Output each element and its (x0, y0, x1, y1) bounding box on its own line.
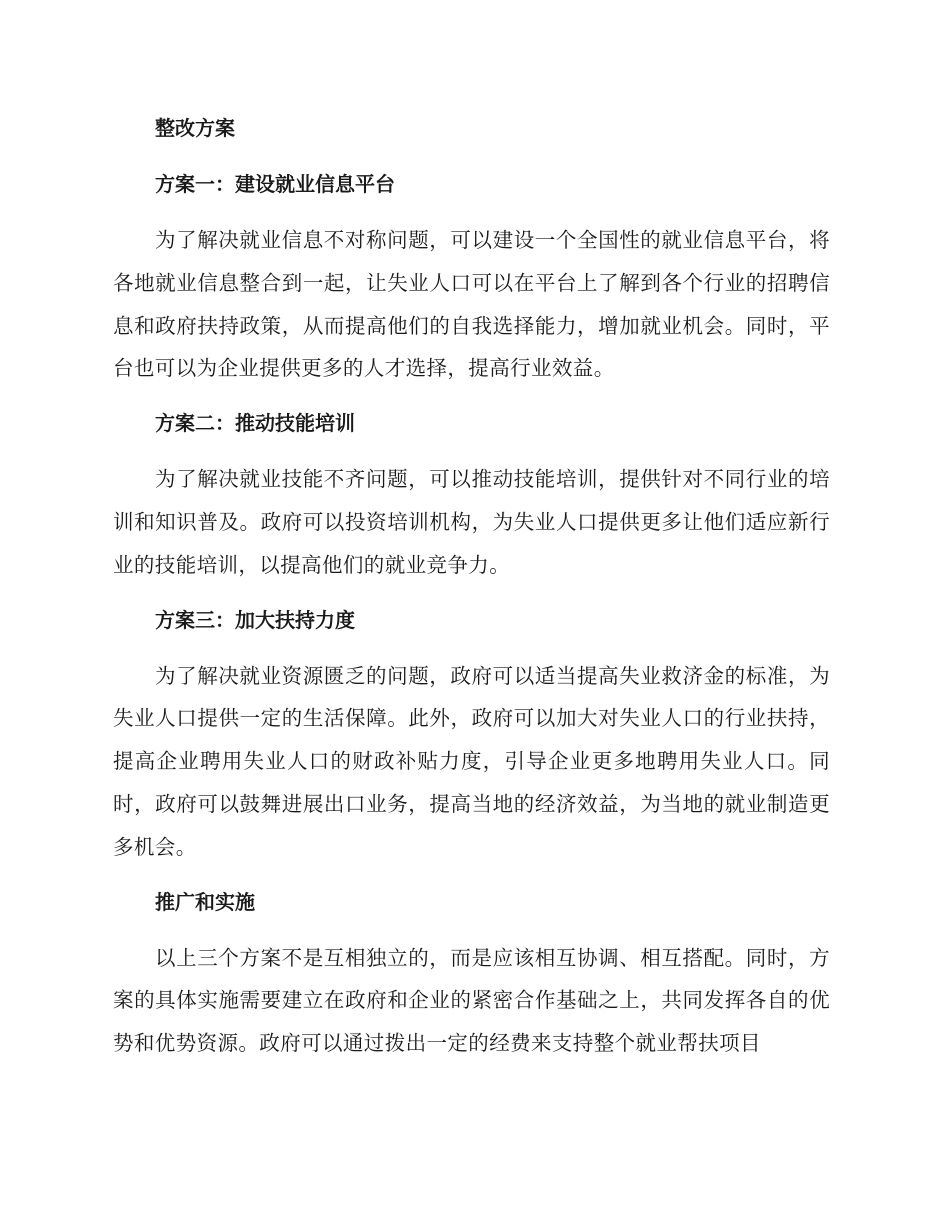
promotion-paragraph: 以上三个方案不是互相独立的，而是应该相互协调、相互搭配。同时，方案的具体实施需要建立在政府和企业的紧密合作基础之上，共同发挥各自的优势和优势资源。政府可以通过拨出一定的经费来支持整个就业帮扶项目 (113, 945, 830, 1056)
document-title: 整改方案 (155, 116, 235, 140)
plan1-heading: 方案一：建设就业信息平台 (155, 172, 395, 196)
plan2-paragraph: 为了解决就业技能不齐问题，可以推动技能培训，提供针对不同行业的培训和知识普及。政府可以投资培训机构，为失业人口提供更多让他们适应新行业的技能培训，以提高他们的就业竞争力。 (113, 467, 830, 577)
plan3-heading: 方案三：加大扶持力度 (155, 607, 355, 632)
promotion-heading: 推广和实施 (155, 889, 255, 914)
plan3-paragraph: 为了解决就业资源匮乏的问题，政府可以适当提高失业救济金的标准，为失业人口提供一定的生活保障。此外，政府可以加大对失业人口的行业扶持，提高企业聘用失业人口的财政补贴力度，引导企业更多地聘用失业人口。同时，政府可以鼓舞进展出口业务，提高当地的经济效益，为当地的就业制造更多机会。 (113, 663, 830, 859)
plan2-heading: 方案二：推动技能培训 (155, 411, 355, 436)
plan1-paragraph: 为了解决就业信息不对称问题，可以建设一个全国性的就业信息平台，将各地就业信息整合到一起，让失业人口可以在平台上了解到各个行业的招聘信息和政府扶持政策，从而提高他们的自我选择能力，增加就业机会。同时，平台也可以为企业提供更多的人才选择，提高行业效益。 (113, 228, 830, 381)
document-page (113, 108, 830, 1078)
